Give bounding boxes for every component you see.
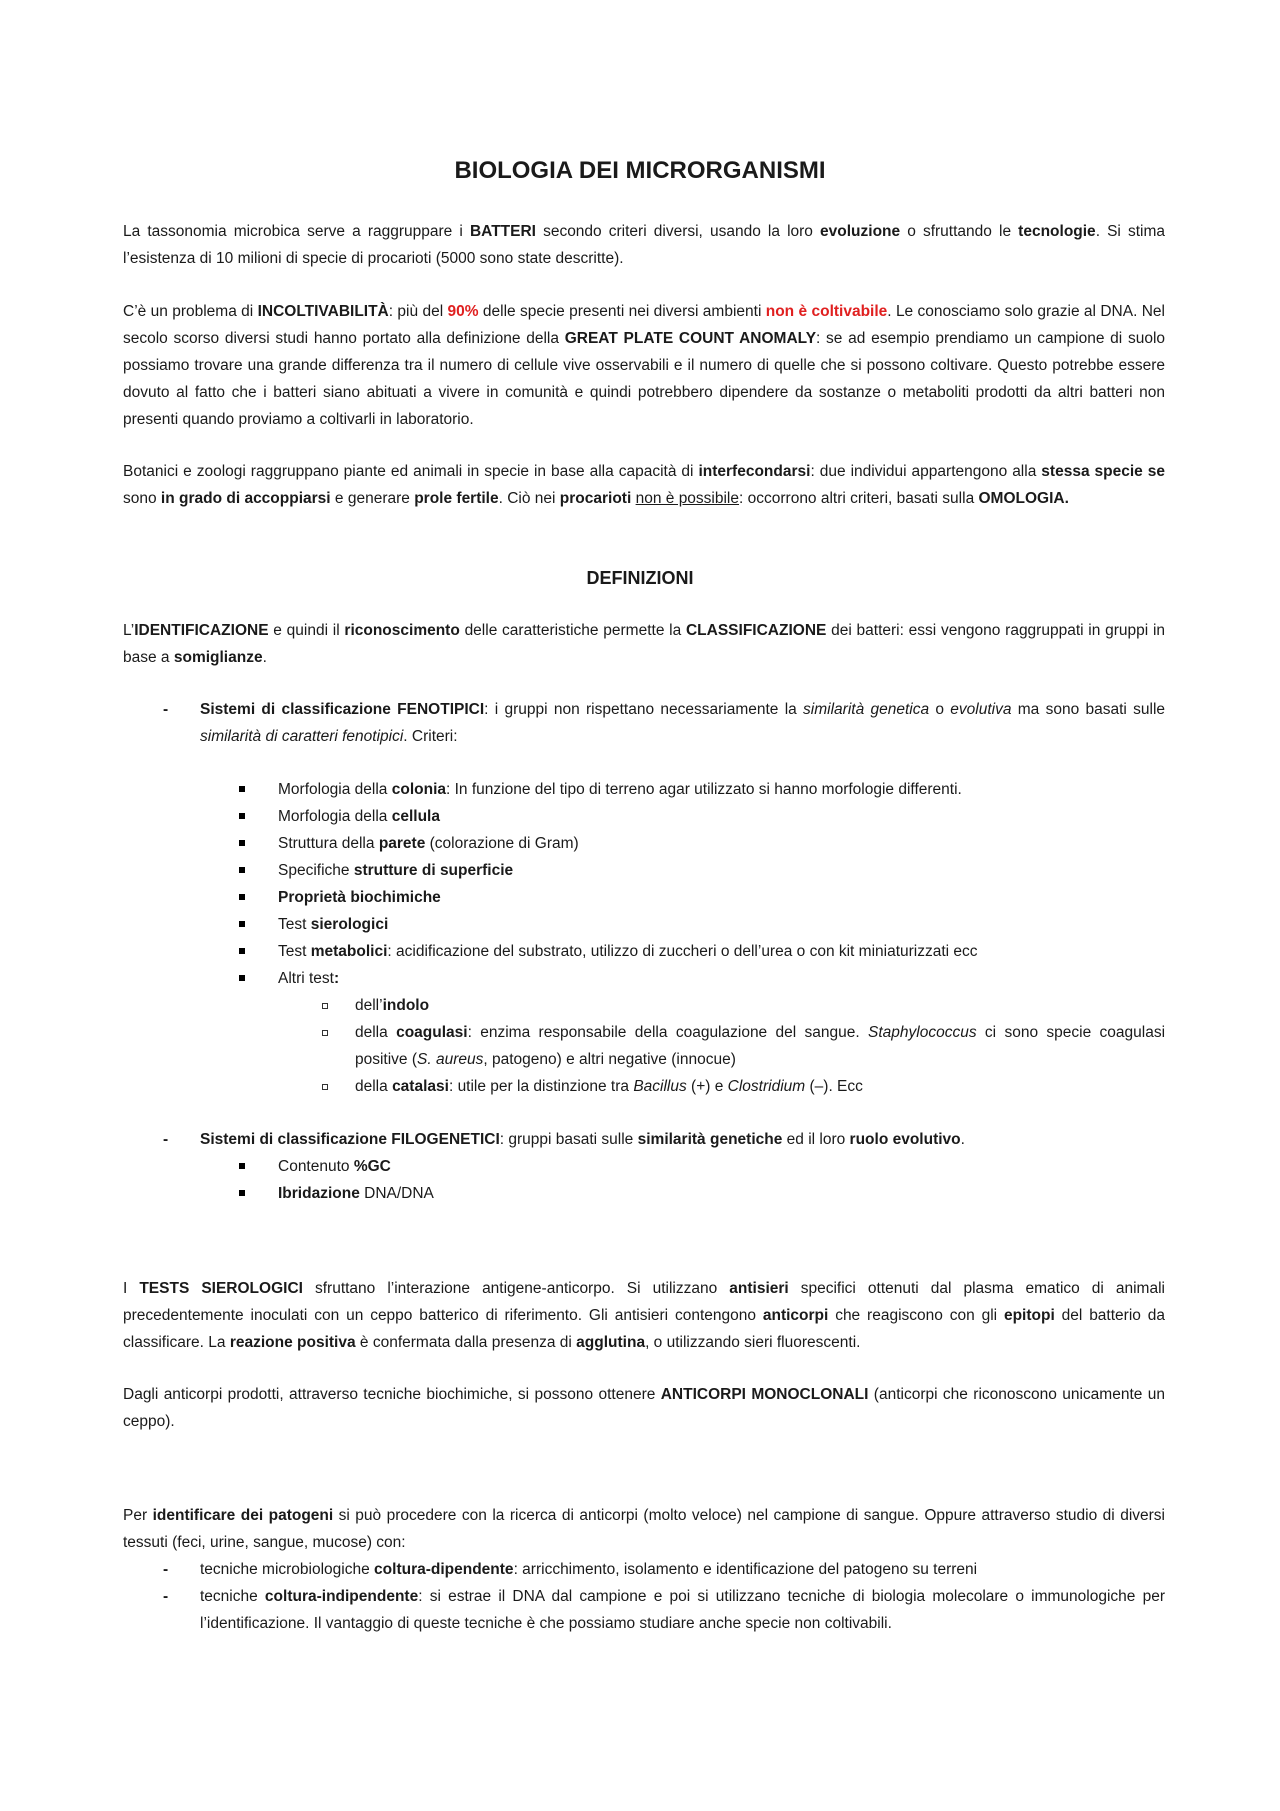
section-heading-definizioni: DEFINIZIONI — [586, 568, 694, 588]
hollow-square-bullet-icon — [322, 1003, 328, 1009]
list-item: Altri test: — [123, 965, 1165, 992]
list-item: Test metabolici: acidificazione del substrato, utilizzo di zuccheri o dell’urea o con kit miniaturizzati ecc — [123, 938, 1165, 965]
paragraph-anticorpi-monoclonali: Dagli anticorpi prodotti, attraverso tecniche biochimiche, si possono ottenere ANTICORPI MONOCLONALI (anticorpi che riconoscono unicamente un ceppo). — [123, 1386, 1165, 1430]
list-item-coltura-dipendente: - tecniche microbiologiche coltura-dipendente: arricchimento, isolamento e identificazione del patogeno su terreni — [123, 1556, 1165, 1583]
list-item: Ibridazione DNA/DNA — [123, 1180, 1165, 1207]
sub-list-item: della coagulasi: enzima responsabile della coagulazione del sangue. Staphylococcus ci sono specie coagulasi positive (S. aureus, patogeno) e altri negative (innocue) — [123, 1019, 1165, 1073]
list-item: Contenuto %GC — [123, 1153, 1165, 1180]
square-bullet-icon — [239, 1163, 245, 1169]
list-item: Specifiche strutture di superficie — [123, 857, 1165, 884]
paragraph-tassonomia: La tassonomia microbica serve a raggruppare i BATTERI secondo criteri diversi, usando la loro evoluzione o sfruttando le tecnologie. Si stima l’esistenza di 10 milioni di specie di procarioti (5000 sono state descritte). — [123, 223, 1166, 267]
list-item: Proprietà biochimiche — [123, 884, 1165, 911]
list-item: Morfologia della cellula — [123, 803, 1165, 830]
hollow-square-bullet-icon — [322, 1030, 328, 1036]
square-bullet-icon — [239, 867, 245, 873]
square-bullet-icon — [239, 894, 245, 900]
list-item-fenotipici: - Sistemi di classificazione FENOTIPICI: i gruppi non rispettano necessariamente la similarità genetica o evolutiva ma sono basati sulle similarità di caratteri fenotipici. Criteri: — [123, 696, 1165, 750]
list-item-filogenetici: - Sistemi di classificazione FILOGENETICI: gruppi basati sulle similarità genetiche ed il loro ruolo evolutivo. Contenuto %GC Ibridazione DNA/DNA — [123, 1126, 1165, 1207]
square-bullet-icon — [239, 1190, 245, 1196]
paragraph-patogeni: Per identificare dei patogeni si può procedere con la ricerca di anticorpi (molto veloce) nel campione di sangue. Oppure attraverso studio di diversi tessuti (feci, urine, sangue, mucose) con: - tecniche microbiologiche coltura-dipendente: arricchimento, isolamento e identificazione del patogeno su terreni - tecniche coltura-indipendente: si estrae il DNA dal campione e poi si utilizzano tecniche di biologia molecolare o immunologiche per l’identificazione. Il vantaggio di queste tecniche è che possiamo studiare anche specie non coltivabili. — [123, 1502, 1165, 1637]
dash-marker: - — [163, 701, 169, 718]
paragraph-incoltivabilita: C’è un problema di INCOLTIVABILITÀ: più del 90% delle specie presenti nei diversi ambienti non è coltivabile. Le conosciamo solo grazie al DNA. Nel secolo scorso diversi studi hanno portato alla definizione della GREAT PLATE COUNT ANOMALY: se ad esempio prendiamo un campione di suolo possiamo trovare una grande differenza tra il numero di cellule vive osservabili e il numero di quelle che si possono coltivare. Questo potrebbe essere dovuto al fatto che i batteri siano abituati a vivere in comunità e quindi potrebbero dipendere da sostanze o metaboliti prodotti da altri batteri non presenti quando proviamo a coltivarli in laboratorio. — [123, 303, 1166, 428]
document-title: BIOLOGIA DEI MICRORGANISMI — [454, 157, 826, 184]
list-item-coltura-indipendente: - tecniche coltura-indipendente: si estrae il DNA dal campione e poi si utilizzano tecniche di biologia molecolare o immunologiche per l’identificazione. Il vantaggio di queste tecniche è che possiamo studiare anche specie non coltivabili. — [123, 1583, 1165, 1637]
square-bullet-icon — [239, 813, 245, 819]
sub-list-item: della catalasi: utile per la distinzione tra Bacillus (+) e Clostridium (–). Ecc — [123, 1073, 1165, 1100]
list-item: Morfologia della colonia: In funzione del tipo di terreno agar utilizzato si hanno morfologie differenti. — [123, 776, 1165, 803]
square-bullet-icon — [239, 840, 245, 846]
square-bullet-icon — [239, 948, 245, 954]
hollow-square-bullet-icon — [322, 1084, 328, 1090]
paragraph-identificazione: L’IDENTIFICAZIONE e quindi il riconoscimento delle caratteristiche permette la CLASSIFICAZIONE dei batteri: essi vengono raggruppati in gruppi in base a somiglianze. — [123, 622, 1166, 666]
dash-marker: - — [163, 1131, 169, 1148]
square-bullet-icon — [239, 921, 245, 927]
square-bullet-icon — [239, 975, 245, 981]
list-item: Test sierologici — [123, 911, 1165, 938]
square-bullet-icon — [239, 786, 245, 792]
paragraph-specie: Botanici e zoologi raggruppano piante ed animali in specie in base alla capacità di interfecondarsi: due individui appartengono alla stessa specie se sono in grado di accoppiarsi e generare prole fertile. Ciò nei procarioti non è possibile: occorrono altri criteri, basati sulla OMOLOGIA. — [123, 463, 1166, 507]
criteria-list — [123, 776, 1165, 1100]
paragraph-test-sierologici: I TESTS SIEROLOGICI sfruttano l’interazione antigene-anticorpo. Si utilizzano antisieri specifici ottenuti dal plasma ematico di animali precedentemente inoculati con un ceppo batterico di riferimento. Gli antisieri contengono anticorpi che reagiscono con gli epitopi del batterio da classificare. La reazione positiva è confermata dalla presenza di agglutina, o utilizzando sieri fluorescenti. — [123, 1280, 1165, 1351]
dash-marker: - — [163, 1588, 169, 1605]
list-item: Struttura della parete (colorazione di Gram) — [123, 830, 1165, 857]
dash-marker: - — [163, 1561, 169, 1578]
sub-list-item: dell’indolo — [123, 992, 1165, 1019]
